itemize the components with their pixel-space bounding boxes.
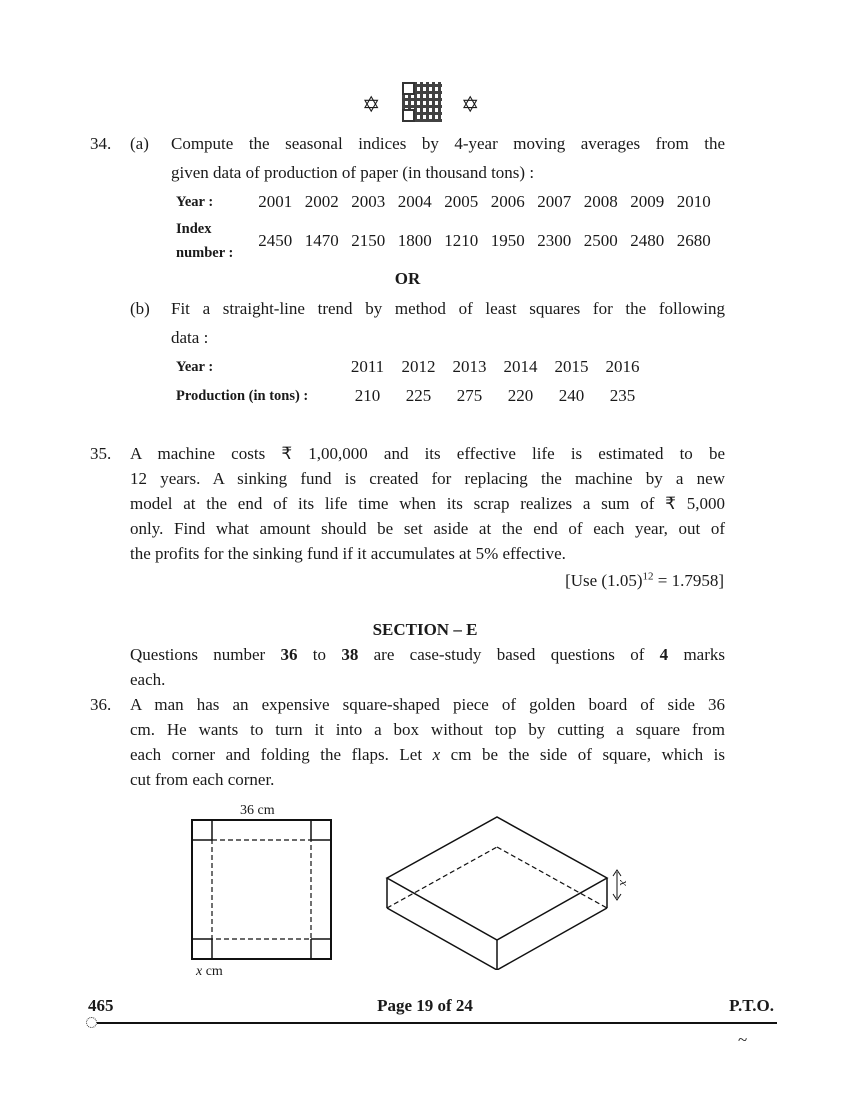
table-cell: 2015 [554, 357, 589, 376]
table-cell: 1800 [397, 231, 432, 250]
q34b-years-row [342, 357, 648, 377]
q34b-text-line2: data : [171, 328, 209, 347]
intro-text: are case-study based questions of [358, 645, 660, 664]
qr-code-icon [402, 82, 442, 122]
q34b-text-line1: Fit a straight-line trend by method of least squares for the following [171, 299, 725, 318]
table-cell: 2005 [444, 192, 479, 211]
section-intro-line2: each. [130, 670, 166, 689]
q36-line: A man has an expensive square-shaped piece of golden board of side 36 [130, 695, 725, 714]
star-of-david-icon: ✡ [461, 92, 480, 117]
variable-x: x [196, 964, 203, 979]
q35-line: the profits for the sinking fund if it accumulates at 5% effective. [130, 544, 566, 563]
table-label-index: Index [176, 221, 212, 237]
intro-text: Questions number [130, 645, 281, 664]
table-cell: 210 [354, 386, 381, 405]
table-cell: 2012 [401, 357, 436, 376]
q34a-years-row [252, 192, 717, 212]
q35-line: A machine costs ₹ 1,00,000 and its effective life is estimated to be [130, 444, 725, 463]
table-cell: 2450 [258, 231, 293, 250]
q34a-values-row [252, 231, 717, 251]
q36-line: cm. He wants to turn it into a box without top by cutting a square from [130, 720, 725, 739]
unit-text: cm [202, 964, 223, 979]
table-label-year: Year : [176, 359, 214, 375]
section-title: SECTION – E [372, 620, 478, 639]
table-cell: 235 [609, 386, 636, 405]
intro-text: to [297, 645, 342, 664]
table-cell: 2500 [583, 231, 618, 250]
table-cell: 2300 [537, 231, 572, 250]
square-board-diagram [190, 818, 335, 963]
paper-code: 465 [88, 996, 114, 1015]
table-cell: 2011 [350, 357, 385, 376]
intro-bold: 4 [659, 645, 669, 664]
hint-exponent: 12 [642, 570, 654, 583]
q34a-text-line2: given data of production of paper (in thousand tons) : [171, 163, 535, 182]
q34a-text-line1: Compute the seasonal indices by 4-year moving averages from the [171, 134, 725, 153]
box-height-label: x [616, 880, 632, 886]
q36-text: each corner and folding the flaps. Let [130, 745, 433, 764]
question-number: 36. [90, 695, 112, 714]
table-cell: 2480 [630, 231, 665, 250]
table-cell: 2013 [452, 357, 487, 376]
table-cell: 2003 [351, 192, 386, 211]
header-marks [0, 82, 850, 122]
page-number: Page 19 of 24 [377, 996, 473, 1015]
section-intro [130, 645, 725, 665]
table-cell: 240 [558, 386, 585, 405]
table-label-year: Year : [176, 194, 214, 210]
q36-line [130, 745, 725, 765]
part-label: (a) [130, 134, 149, 153]
q35-hint [565, 571, 724, 591]
q34b-values-row [342, 386, 648, 406]
q35-line: 12 years. A sinking fund is created for replacing the machine by a new [130, 469, 725, 488]
hint-text: [Use (1.05) [565, 571, 643, 590]
table-cell: 2007 [537, 192, 572, 211]
table-cell: 2150 [351, 231, 386, 250]
table-cell: 1210 [444, 231, 479, 250]
table-cell: 2006 [490, 192, 525, 211]
intro-text: marks [668, 645, 725, 664]
table-label-production: Production (in tons) : [176, 388, 309, 404]
cut-size-label [196, 962, 223, 982]
q35-line: model at the end of its life time when its scrap realizes a sum of ₹ 5,000 [130, 494, 725, 513]
intro-bold: 38 [341, 645, 359, 664]
table-cell: 2014 [503, 357, 538, 376]
table-cell: 2680 [676, 231, 711, 250]
or-separator: OR [394, 269, 421, 288]
footer-divider [97, 1022, 777, 1024]
table-cell: 220 [507, 386, 534, 405]
q36-line: cut from each corner. [130, 770, 275, 789]
table-label-number: number : [176, 245, 234, 261]
footer-seal-icon [86, 1017, 97, 1028]
table-cell: 275 [456, 386, 483, 405]
table-cell: 2001 [258, 192, 293, 211]
table-cell: 2008 [583, 192, 618, 211]
part-label: (b) [130, 299, 150, 318]
table-cell: 2004 [397, 192, 432, 211]
table-cell: 1470 [304, 231, 339, 250]
variable-x: x [432, 745, 441, 764]
table-cell: 1950 [490, 231, 525, 250]
question-number: 35. [90, 444, 112, 463]
table-cell: 2002 [304, 192, 339, 211]
question-number: 34. [90, 134, 112, 153]
pto-label: P.T.O. [729, 996, 774, 1015]
table-cell: 225 [405, 386, 432, 405]
intro-bold: 36 [280, 645, 298, 664]
q36-text: cm be the side of square, which is [440, 745, 725, 764]
side-length-label: 36 cm [240, 803, 275, 818]
q35-line: only. Find what amount should be set aside at the end of each year, out of [130, 519, 725, 538]
hint-text: = 1.7958] [653, 571, 724, 590]
table-cell: 2016 [605, 357, 640, 376]
open-box-diagram [380, 810, 640, 970]
tilde-mark: ~ [738, 1030, 748, 1049]
table-cell: 2010 [676, 192, 711, 211]
table-cell: 2009 [630, 192, 665, 211]
star-of-david-icon: ✡ [362, 92, 381, 117]
